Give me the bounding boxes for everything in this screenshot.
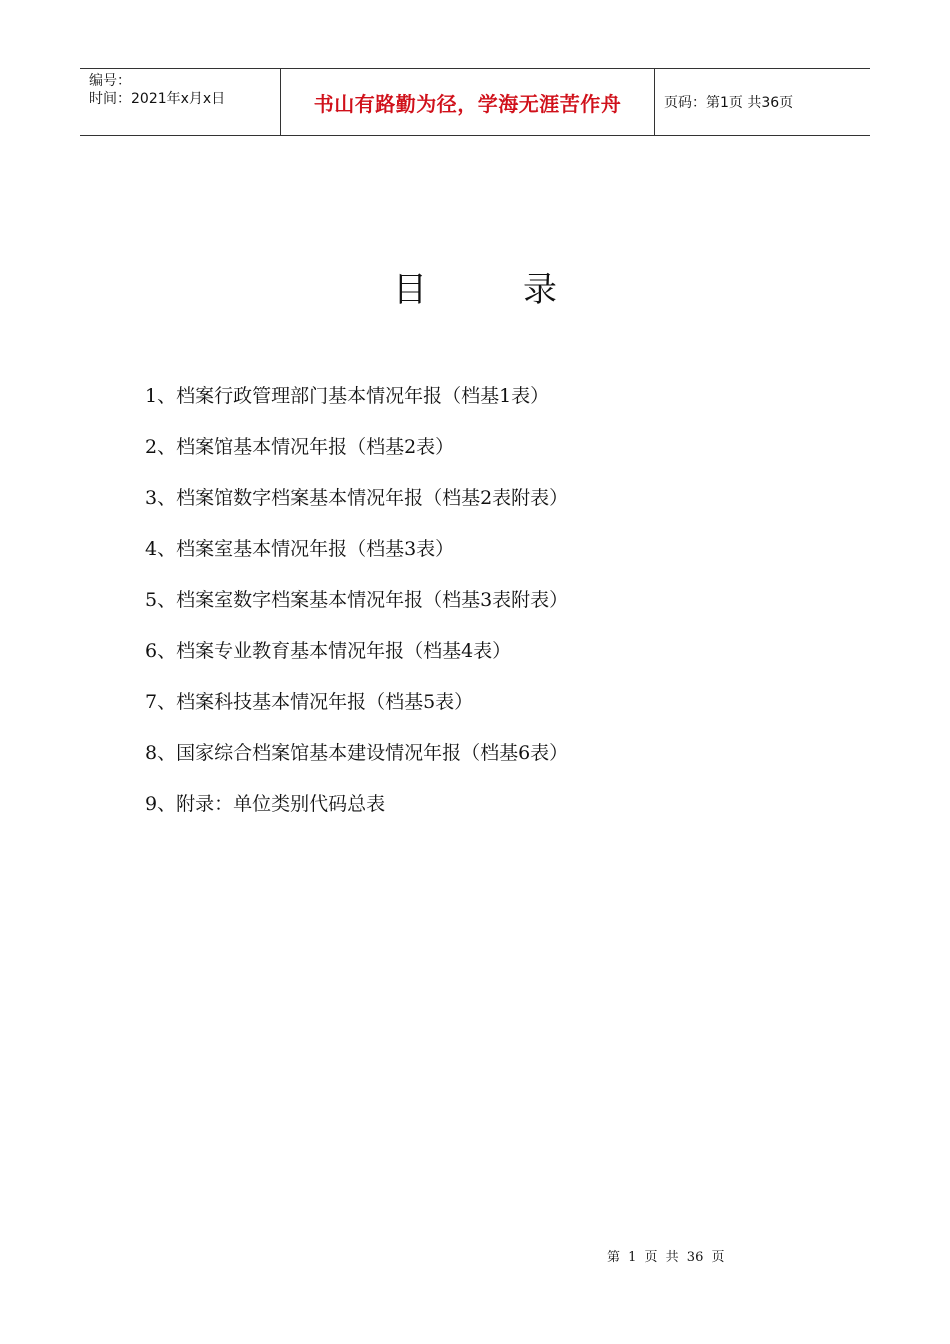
toc-item-7[interactable]: 7、档案科技基本情况年报（档基5表） xyxy=(145,691,474,713)
toc-item-5[interactable]: 5、档案室数字档案基本情况年报（档基3表附表） xyxy=(145,589,569,611)
toc-item-6[interactable]: 6、档案专业教育基本情况年报（档基4表） xyxy=(145,640,512,662)
page-title xyxy=(0,262,950,311)
toc-item-4[interactable]: 4、档案室基本情况年报（档基3表） xyxy=(145,538,455,560)
toc-item-9[interactable]: 9、附录：单位类别代码总表 xyxy=(145,793,386,815)
header-motto: 书山有路勤为径，学海无涯苦作舟 xyxy=(281,69,655,135)
document-header xyxy=(80,68,870,136)
header-page-info: 页码：第1页 共36页 xyxy=(664,95,794,111)
toc-item-3[interactable]: 3、档案馆数字档案基本情况年报（档基2表附表） xyxy=(145,487,569,509)
page-footer: 第 1 页 共 36 页 xyxy=(607,1250,725,1265)
number-label: 编号： xyxy=(89,73,131,89)
toc-item-1[interactable]: 1、档案行政管理部门基本情况年报（档基1表） xyxy=(145,385,550,407)
time-label: 时间：2021年x月x日 xyxy=(89,91,226,107)
title-char-2: 录 xyxy=(523,270,557,310)
toc-item-8[interactable]: 8、国家综合档案馆基本建设情况年报（档基6表） xyxy=(145,742,569,764)
toc-item-2[interactable]: 2、档案馆基本情况年报（档基2表） xyxy=(145,436,455,458)
header-meta xyxy=(80,69,281,135)
title-char-1: 目 xyxy=(393,270,427,310)
table-of-contents xyxy=(145,378,568,837)
